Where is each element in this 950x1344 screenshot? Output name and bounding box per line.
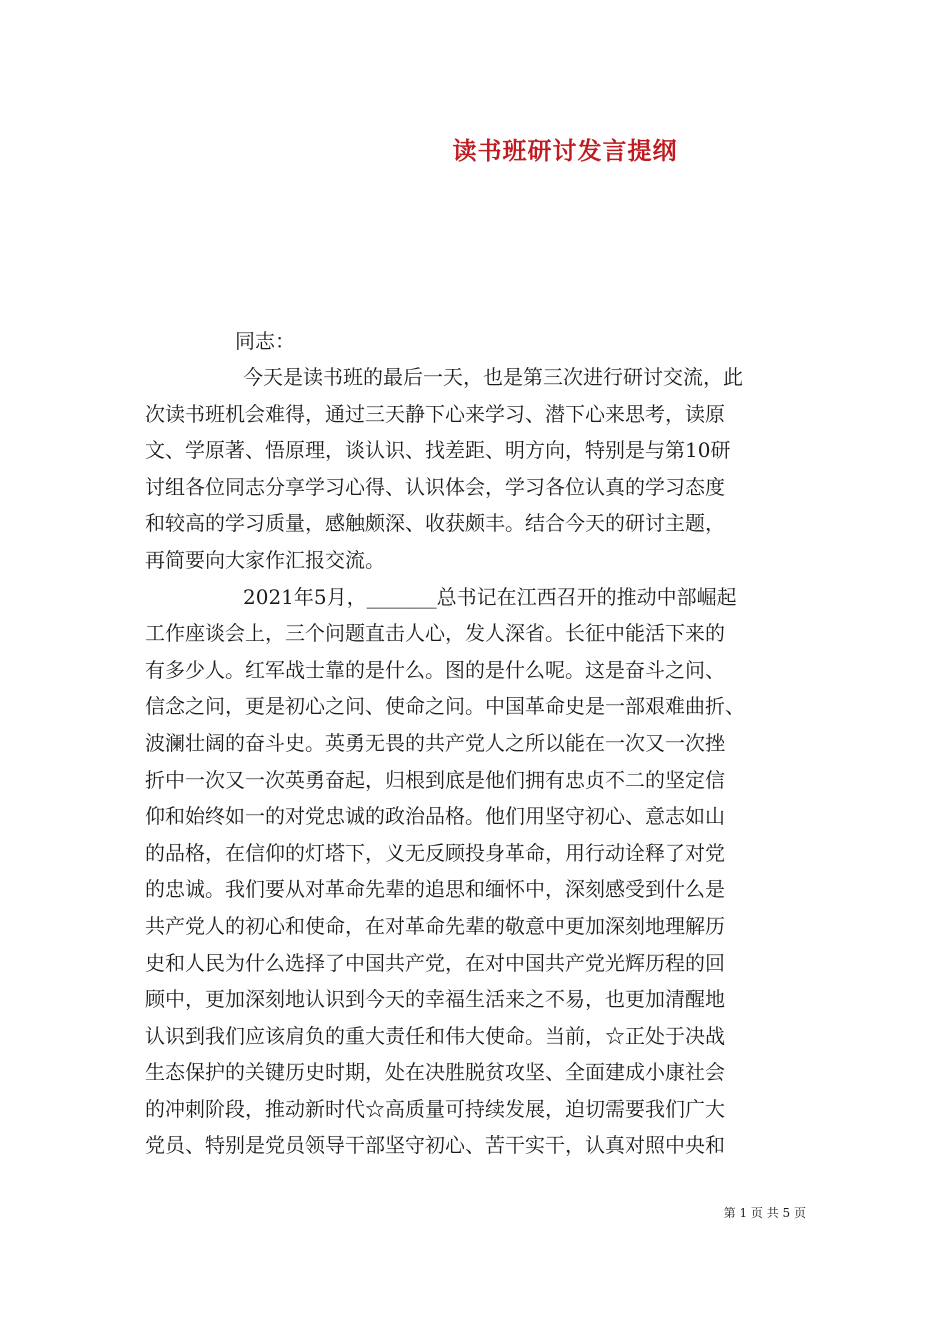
text-line: 讨组各位同志分享学习心得、认识体会，学习各位认真的学习态度 <box>145 474 725 499</box>
text-line: 党员、特别是党员领导干部坚守初心、苦干实干，认真对照中央和 <box>145 1133 725 1158</box>
text-line: 再简要向大家作汇报交流。 <box>145 547 385 572</box>
text-line: 文、学原著、悟原理，谈认识、找差距、明方向，特别是与第10研 <box>145 438 731 463</box>
text-line: 折中一次又一次英勇奋起，归根到底是他们拥有忠贞不二的坚定信 <box>145 767 725 792</box>
text-line: 的品格，在信仰的灯塔下，义无反顾投身革命，用行动诠释了对党 <box>145 840 725 865</box>
text-line: 今天是读书班的最后一天，也是第三次进行研讨交流，此 <box>243 365 743 389</box>
text-line: 史和人民为什么选择了中国共产党，在对中国共产党光辉历程的回 <box>145 950 725 975</box>
text-line: 工作座谈会上，三个问题直击人心，发人深省。长征中能活下来的 <box>145 621 725 646</box>
body-text <box>145 359 825 1164</box>
text-line: 2021年5月，_______总书记在江西召开的推动中部崛起 <box>243 584 737 609</box>
page-number: 第 1 页 共 5 页 <box>723 1206 806 1220</box>
text-line: 顾中，更加深刻地认识到今天的幸福生活来之不易，也更加清醒地 <box>145 987 725 1012</box>
text-line: 波澜壮阔的奋斗史。英勇无畏的共产党人之所以能在一次又一次挫 <box>145 730 725 755</box>
text-line: 共产党人的初心和使命，在对革命先辈的敬意中更加深刻地理解历 <box>145 913 725 938</box>
text-line: 生态保护的关键历史时期，处在决胜脱贫攻坚、全面建成小康社会 <box>145 1060 725 1085</box>
text-line: 有多少人。红军战士靠的是什么。图的是什么呢。这是奋斗之问、 <box>145 657 725 682</box>
document-title: 读书班研讨发言提纲 <box>452 136 678 165</box>
text-line: 信念之问，更是初心之问、使命之问。中国革命史是一部艰难曲折、 <box>145 694 745 719</box>
text-line: 认识到我们应该肩负的重大责任和伟大使命。当前，☆正处于决战 <box>145 1023 725 1048</box>
text-line: 和较高的学习质量，感触颇深、收获颇丰。结合今天的研讨主题， <box>145 511 725 536</box>
text-line: 次读书班机会难得，通过三天静下心来学习、潜下心来思考，读原 <box>145 401 725 426</box>
text-line: 仰和始终如一的对党忠诚的政治品格。他们用坚守初心、意志如山 <box>145 804 725 829</box>
text-line: 的冲刺阶段，推动新时代☆高质量可持续发展，迫切需要我们广大 <box>145 1096 725 1121</box>
salutation: 同志： <box>235 329 295 353</box>
text-line: 的忠诚。我们要从对革命先辈的追思和缅怀中，深刻感受到什么是 <box>145 877 725 902</box>
